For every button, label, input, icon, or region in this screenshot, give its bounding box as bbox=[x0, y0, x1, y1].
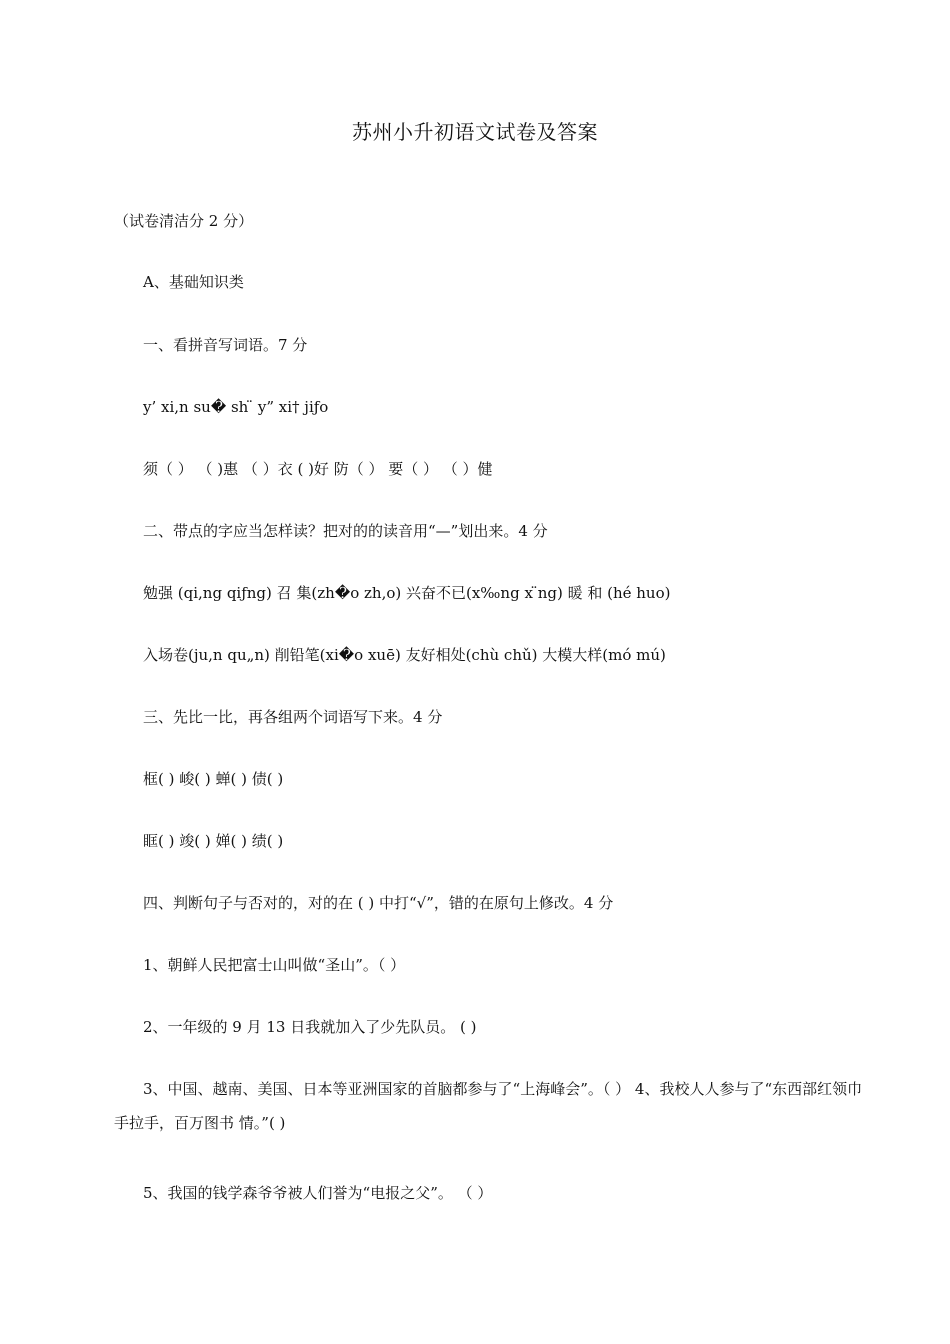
section-a-heading: A、基础知识类 bbox=[143, 273, 244, 291]
question-1-heading: 一、看拼音写词语。7 分 bbox=[143, 336, 308, 354]
question-4-heading: 四、判断句子与否对的，对的在 ( ) 中打“√”，错的在原句上修改。4 分 bbox=[143, 894, 614, 912]
question-2-line-2: 入场卷(ju,n qu„n) 削铅笔(xi�o xuē) 友好相处(chù chǔ) 大模大样(mó mú) bbox=[143, 646, 666, 664]
question-4-items-3-4: 3、中国、越南、美国、日本等亚洲国家的首脑都参与了“上海峰会”。（ ） 4、我校人人参与了“东西部红领巾手拉手，百万图书 情。”( ) bbox=[114, 1080, 863, 1132]
question-1-pinyin: y’ xi,n su� sh ̈ y” xi† jiƒo bbox=[143, 398, 329, 416]
question-4-item-1: 1、朝鲜人民把富士山叫做“圣山”。（ ） bbox=[143, 956, 406, 974]
question-2-line-1: 勉强 (qi,ng qiƒng) 召 集(zh�o zh,o) 兴奋不已(x‰ng x ̈ng) 暖 和 (hé huo) bbox=[143, 584, 671, 602]
document-title: 苏州小升初语文试卷及答案 bbox=[352, 120, 598, 144]
question-3-line-1: 框( ) 峻( ) 蝉( ) 债( ) bbox=[143, 770, 284, 788]
question-2-heading: 二、带点的字应当怎样读？把对的的读音用“—”划出来。4 分 bbox=[143, 522, 548, 540]
question-4-item-2: 2、一年级的 9 月 13 日我就加入了少先队员。 ( ) bbox=[143, 1018, 477, 1036]
cleanliness-note: （试卷清洁分 2 分） bbox=[114, 212, 254, 230]
question-1-blanks: 须（ ） （ )惠 （ ）衣 ( )好 防（ ） 要（ ） （ ）健 bbox=[143, 460, 493, 478]
question-3-line-2: 眶( ) 竣( ) 婵( ) 绩( ) bbox=[143, 832, 284, 850]
question-3-heading: 三、先比一比，再各组两个词语写下来。4 分 bbox=[143, 708, 443, 726]
question-4-item-5: 5、我国的钱学森爷爷被人们誉为“电报之父”。 （ ） bbox=[143, 1184, 493, 1202]
